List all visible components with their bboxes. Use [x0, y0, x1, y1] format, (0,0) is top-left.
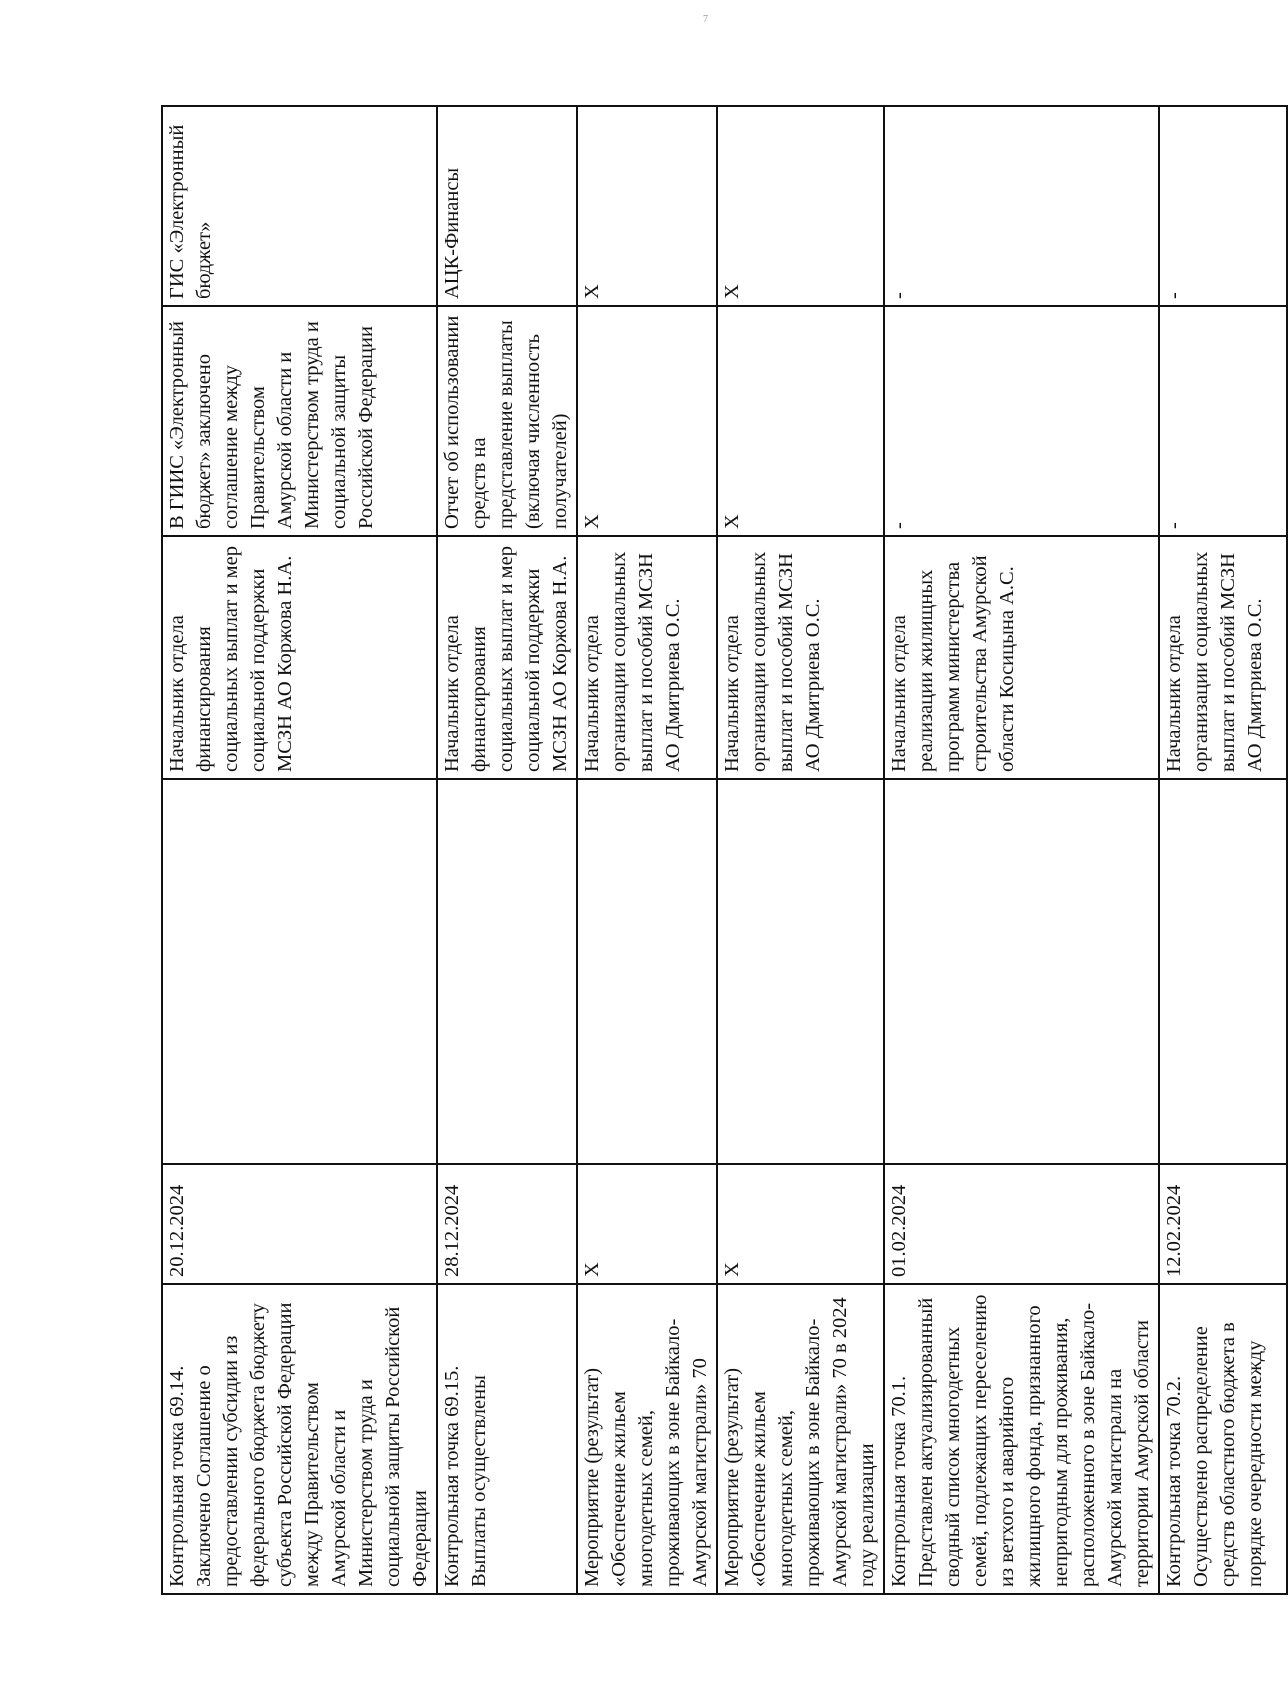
system-cell: АЦК-Финансы [437, 106, 577, 306]
responsible-cell: Начальник отдела реализации жилищных программ министерства строительства Амурской области Косицына А.С. [884, 536, 1159, 779]
date-cell: 12.02.2024 [1159, 1164, 1287, 1284]
table-row [1159, 106, 1287, 1594]
responsible-cell: Начальник отдела организации социальных выплат и пособий МСЗН АО Дмитриева О.С. [1159, 536, 1287, 779]
empty-cell [577, 779, 717, 1164]
event-cell: Контрольная точка 70.1. Представлен актуализированный сводный список многодетных семей, подлежащих переселению из ветхого и аварийного жилищного фонда, признанного непригодным для проживания, расположенного в зоне Байкало-Амурской магистрали на территории Амурской области [884, 1284, 1159, 1594]
system-cell: - [884, 106, 1159, 306]
empty-cell [1159, 779, 1287, 1164]
table-row [717, 106, 884, 1594]
document-cell: В ГИИС «Электронный бюджет» заключено соглашение между Правительством Амурской области и Министерством труда и социальной защиты Российской Федерации [162, 306, 437, 536]
responsible-cell: Начальник отдела финансирования социальных выплат и мер социальной поддержки МСЗН АО Коржова Н.А. [162, 536, 437, 779]
date-cell: 01.02.2024 [884, 1164, 1159, 1284]
date-cell: 28.12.2024 [437, 1164, 577, 1284]
document-cell: - [1159, 306, 1287, 536]
event-cell: Контрольная точка 70.2. Осуществлено распределение средств областного бюджета в порядке очередности между [1159, 1284, 1287, 1594]
event-cell: Мероприятие (результат) «Обеспечение жильем многодетных семей, проживающих в зоне Байкало-Амурской магистрали» 70 в 2024 году реализации [717, 1284, 884, 1594]
system-cell: ГИС «Электронный бюджет» [162, 106, 437, 306]
control-points-table [161, 105, 1288, 1595]
rotated-table-container [161, 107, 1266, 1595]
responsible-cell: Начальник отдела организации социальных выплат и пособий МСЗН АО Дмитриева О.С. [577, 536, 717, 779]
empty-cell [717, 779, 884, 1164]
date-cell: Х [577, 1164, 717, 1284]
responsible-cell: Начальник отдела организации социальных выплат и пособий МСЗН АО Дмитриева О.С. [717, 536, 884, 779]
date-cell: 20.12.2024 [162, 1164, 437, 1284]
system-cell: Х [577, 106, 717, 306]
table-row [162, 106, 437, 1594]
page-number-mark: 7 [703, 14, 708, 25]
system-cell: - [1159, 106, 1287, 306]
empty-cell [162, 779, 437, 1164]
empty-cell [884, 779, 1159, 1164]
document-cell: - [884, 306, 1159, 536]
table-row [577, 106, 717, 1594]
table-row [437, 106, 577, 1594]
table-row [884, 106, 1159, 1594]
responsible-cell: Начальник отдела финансирования социальных выплат и мер социальной поддержки МСЗН АО Коржова Н.А. [437, 536, 577, 779]
document-cell: Отчет об использовании средств на представление выплаты (включая численность получателей) [437, 306, 577, 536]
empty-cell [437, 779, 577, 1164]
system-cell: Х [717, 106, 884, 306]
event-cell: Контрольная точка 69.14. Заключено Соглашение о предоставлении субсидии из федерального бюджета бюджету субъекта Российской Федерации между Правительством Амурской области и Министерством труда и социальной защиты Российской Федерации [162, 1284, 437, 1594]
document-cell: Х [577, 306, 717, 536]
event-cell: Контрольная точка 69.15. Выплаты осуществлены [437, 1284, 577, 1594]
date-cell: Х [717, 1164, 884, 1284]
event-cell: Мероприятие (результат) «Обеспечение жильем многодетных семей, проживающих в зоне Байкало-Амурской магистрали» 70 [577, 1284, 717, 1594]
document-cell: Х [717, 306, 884, 536]
